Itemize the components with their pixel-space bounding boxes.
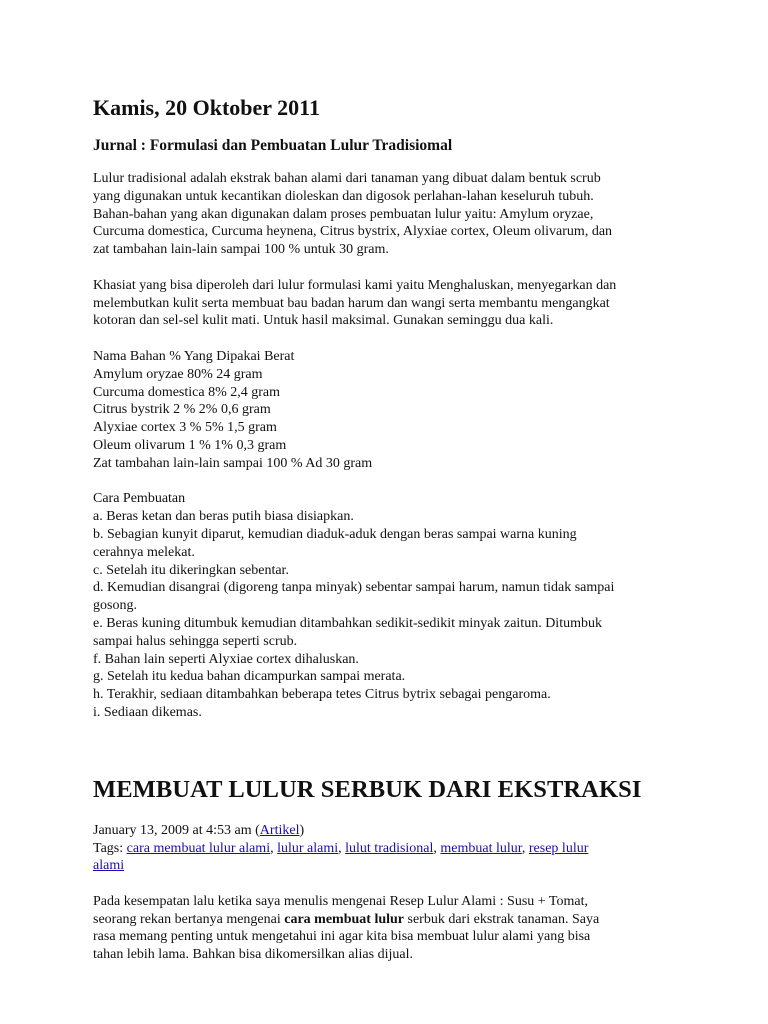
benefits-paragraph [93,277,683,330]
article-meta [93,822,683,875]
ingredient-item: Alyxiae cortex 3 % 5% 1,5 gram [93,420,277,436]
tag-link[interactable]: membuat lulur [440,840,522,856]
meta-date: January 13, 2009 at 4:53 am ( [93,822,260,838]
step-item: b. Sebagian kunyit diparut, kemudian diaduk-aduk dengan beras sampai warna kuning [93,526,577,542]
text-line: rasa memang penting untuk mengetahui ini agar kita bisa membuat lulur alami yang bisa [93,929,591,945]
article-title: MEMBUAT LULUR SERBUK DARI EKSTRAKSI [93,775,642,803]
text-line: melembutkan kulit serta membuat bau badan harum dan wangi serta membantu mengangkat [93,295,610,311]
meta-line [93,822,683,840]
steps-heading: Cara Pembuatan [93,491,186,507]
step-item: a. Beras ketan dan beras putih biasa disiapkan. [93,509,354,525]
bold-keyword: cara membuat lulur [284,911,405,927]
intro-paragraph [93,170,683,259]
article-paragraph [93,893,683,964]
tag-link[interactable]: lulut tradisional [345,840,434,856]
ingredients-list [93,348,683,473]
text-span: seorang rekan bertanya mengenai [93,911,285,927]
post-date-title: Kamis, 20 Oktober 2011 [93,95,320,120]
ingredient-item: Zat tambahan lain-lain sampai 100 % Ad 30 gram [93,455,373,471]
tag-separator: , [433,840,441,856]
page-content [93,94,683,964]
text-line: Khasiat yang bisa diperoleh dari lulur formulasi kami yaitu Menghaluskan, menyegarkan dan [93,277,617,293]
text-line [93,911,683,929]
tags-label: Tags: [93,840,127,856]
meta-close: ) [299,822,305,838]
step-item: i. Sediaan dikemas. [93,704,202,720]
post-subtitle: Jurnal : Formulasi dan Pembuatan Lulur Tradisiomal [93,137,453,154]
tags-line [93,840,683,858]
step-item: gosong. [93,598,137,614]
step-item: d. Kemudian disangrai (digoreng tanpa minyak) sebentar sampai harum, namun tidak sampai [93,580,615,596]
tag-link[interactable]: cara membuat lulur alami [126,840,271,856]
text-line: Pada kesempatan lalu ketika saya menulis mengenai Resep Lulur Alami : Susu + Tomat, [93,893,588,909]
ingredient-item: Citrus bystrik 2 % 2% 0,6 gram [93,402,271,418]
step-item: e. Beras kuning ditumbuk kemudian ditambahkan sedikit-sedikit minyak zaitun. Ditumbuk [93,615,602,631]
text-line: Lulur tradisional adalah ekstrak bahan alami dari tanaman yang dibuat dalam bentuk scrub [93,171,601,186]
text-line: tahan lebih lama. Bahkan bisa dikomersilkan alias dijual. [93,947,413,963]
tags-line-continued [93,857,683,875]
tag-link[interactable]: alami [93,858,125,874]
text-line: zat tambahan lain-lain sampai 100 % untuk 30 gram. [93,242,389,258]
step-item: h. Terakhir, sediaan ditambahkan beberapa tetes Citrus bytrix sebagai pengaroma. [93,687,551,703]
step-item: f. Bahan lain seperti Alyxiae cortex dihaluskan. [93,651,359,667]
text-span: serbuk dari ekstrak tanaman. Saya [404,911,600,927]
text-line: kotoran dan sel-sel kulit mati. Untuk hasil maksimal. Gunakan seminggu dua kali. [93,313,554,329]
ingredient-item: Amylum oryzae 80% 24 gram [93,366,263,382]
text-line: yang digunakan untuk kecantikan dioleskan dan digosok perlahan-lahan keseluruh tubuh. [93,188,594,204]
tag-link[interactable]: lulur alami [277,840,339,856]
step-item: c. Setelah itu dikeringkan sebentar. [93,562,289,578]
steps-list [93,490,683,721]
tag-separator: , [338,840,346,856]
tag-link[interactable]: resep lulur [528,840,589,856]
step-item: sampai halus sehingga seperti scrub. [93,633,298,649]
text-line: Bahan-bahan yang akan digunakan dalam proses pembuatan lulur yaitu: Amylum oryzae, [93,206,594,222]
tag-separator: , [521,840,529,856]
tag-separator: , [270,840,278,856]
ingredient-header: Nama Bahan % Yang Dipakai Berat [93,348,295,364]
step-item: g. Setelah itu kedua bahan dicampurkan sampai merata. [93,669,406,685]
text-line: Curcuma domestica, Curcuma heynena, Citrus bystrix, Alyxiae cortex, Oleum olivarum, dan [93,224,613,240]
ingredient-item: Curcuma domestica 8% 2,4 gram [93,384,281,400]
ingredient-item: Oleum olivarum 1 % 1% 0,3 gram [93,437,287,453]
category-link[interactable]: Artikel [259,822,300,838]
step-item: cerahnya melekat. [93,544,195,560]
